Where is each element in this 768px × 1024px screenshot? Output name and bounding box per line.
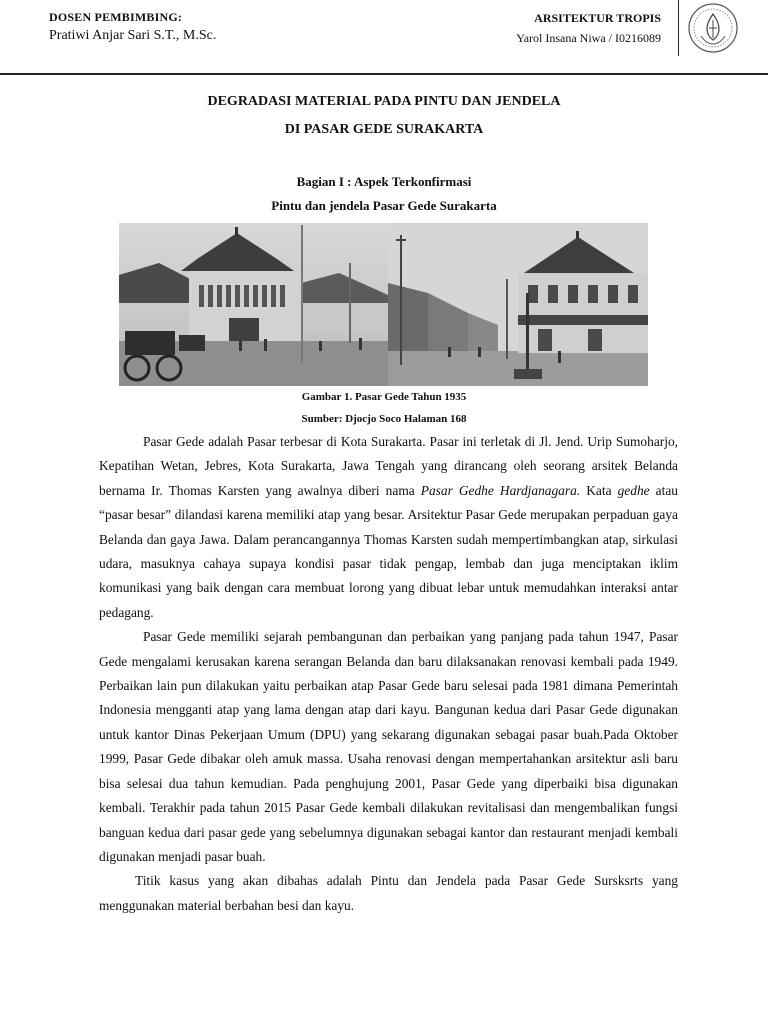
figure-caption: Gambar 1. Pasar Gede Tahun 1935 xyxy=(301,391,467,403)
figure-source: Sumber: Djocjo Soco Halaman 168 xyxy=(301,413,467,425)
course-label: ARSITEKTUR TROPIS xyxy=(534,11,661,25)
supervisor-block xyxy=(49,10,216,44)
paragraph-3: Titik kasus yang akan dibahas adalah Pintu dan Jendela pada Pasar Gede Sursksrts yang menggunakan material berbahan besi dan kayu. xyxy=(99,873,678,913)
paragraph-1-part-a: Pasar Gede adalah Pasar terbesar di Kota Surakarta. Pasar ini terletak di Jl. Jend. Urip Sumoharjo, Kepatihan Wetan, Jebres, Kota Surakarta, Jawa Tengah yang dirancang oleh seorang arsitek Belanda bernama Ir. Thomas Karsten yang awalnya diberi nama xyxy=(99,434,678,498)
historical-photo-left xyxy=(119,223,388,386)
paragraph-1-italic-name: Pasar Gedhe Hardjanagara. xyxy=(420,482,581,498)
document-title-line-2: DI PASAR GEDE SURAKARTA xyxy=(284,122,484,137)
paragraph-1-part-b: Kata xyxy=(580,482,618,498)
supervisor-label: DOSEN PEMBIMBING: xyxy=(49,10,183,24)
course-block xyxy=(516,11,661,46)
paragraph-1 xyxy=(99,430,678,625)
historical-photo-right xyxy=(388,223,648,386)
student-name: Yarol Insana Niwa / I0216089 xyxy=(516,31,661,45)
header-divider xyxy=(678,0,679,56)
body-text xyxy=(99,430,678,918)
paragraph-1-italic-word: gedhe xyxy=(617,482,650,498)
supervisor-name: Pratiwi Anjar Sari S.T., M.Sc. xyxy=(49,28,217,43)
paragraph-1-part-c: atau “pasar besar” dilandasi karena memiliki atap yang besar. Arsitektur Pasar Gede merupakan perpaduan gaya Belanda dan gaya Jawa. Dalam perancangannya Thomas Karsten sudah mempertimbangkan atap, sirkulasi udara, masuknya cahaya supaya kondisi pasar tidak pengap, lembab dan juga menciptakan iklim komunikasi yang baik dengan cara membuat lorong yang dibuat lebar untuk memudahkan interaksi antar pedagang. xyxy=(99,482,678,620)
document-title-line-1: DEGRADASI MATERIAL PADA PINTU DAN JENDELA xyxy=(207,94,561,109)
university-seal-icon xyxy=(687,2,739,54)
section-heading: Bagian I : Aspek Terkonfirmasi xyxy=(296,174,472,189)
header-rule xyxy=(0,73,768,75)
paragraph-2: Pasar Gede memiliki sejarah pembangunan dan perbaikan yang panjang pada tahun 1947, Pasar Gede mengalami kerusakan karena serangan Belanda dan baru dilaksanakan renovasi kembali pada 1949. Perbaikan lain pun dilakukan yaitu perbaikan atap Pasar Gede baru selesai pada 1981 dimana Pemerintah Indonesia mengganti atap yang lama dengan atap dari kayu. Bangunan kedua dari Pasar Gede digunakan untuk kantor Dinas Pekerjaan Umum (DPU) yang sekarang digunakan sebagai pasar buah.Pada Oktober 1999, Pasar Gede dibakar oleh amuk massa. Usaha renovasi dengan mempertahankan arsitektur asli baru bisa selesai dua tahun kemudian. Pada penghujung 2001, Pasar Gede yang diperbaiki bisa digunakan kembali. Terakhir pada tahun 2015 Pasar Gede kembali dilakukan revitalisasi dan mengembalikan fungsi banguan kedua dari pasar gede yang sebelumnya digunakan sebagai kantor dan restaurant menjadi kembali digunakan menjadi pasar buah. xyxy=(99,629,678,864)
section-subheading: Pintu dan jendela Pasar Gede Surakarta xyxy=(271,198,497,213)
page-header xyxy=(0,0,768,74)
